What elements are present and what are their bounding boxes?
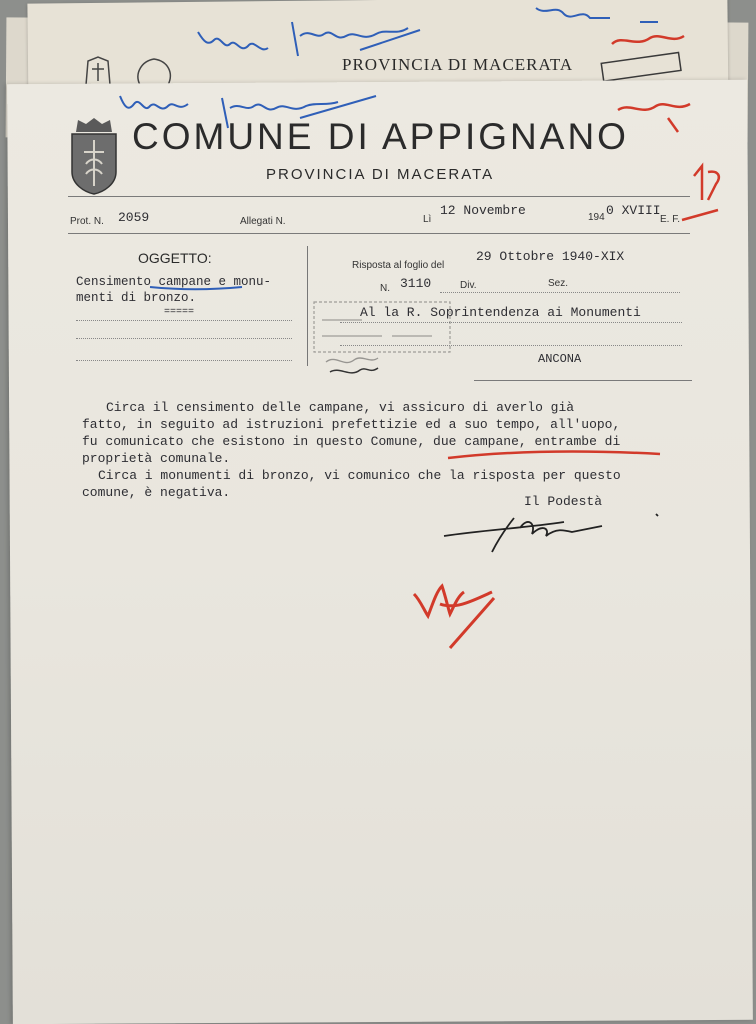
n-value: 3110 <box>400 276 432 291</box>
era-suffix: E. F. <box>660 214 681 225</box>
n-label: N. <box>380 283 390 294</box>
oggetto-line-1: Censimento campane e monu- <box>76 275 272 289</box>
div-label: Div. <box>460 280 477 291</box>
recipient-line: Al la R. Soprintendenza ai Monumenti <box>360 305 641 320</box>
date-value: 12 Novembre <box>440 203 526 218</box>
recipient-city: ANCONA <box>538 352 582 366</box>
body-line-3: fu comunicato che esistono in questo Comune, due campane, entrambe di <box>82 434 621 449</box>
signature-title: Il Podestà <box>524 494 603 509</box>
underneath-province-heading: PROVINCIA DI MACERATA <box>342 55 574 74</box>
letterhead-rule <box>68 196 690 197</box>
oggetto-label: OGGETTO: <box>138 250 212 266</box>
body-line-5: Circa i monumenti di bronzo, vi comunico che la risposta per questo <box>98 468 621 483</box>
oggetto-dotline <box>76 338 292 339</box>
letterhead-title: COMUNE DI APPIGNANO <box>132 116 629 157</box>
sez-label: Sez. <box>548 278 569 289</box>
allegati-label: Allegati N. <box>240 216 286 227</box>
oggetto-line-2: menti di bronzo. <box>76 291 197 305</box>
header-fields-rule <box>68 233 690 234</box>
coat-of-arms-icon <box>68 116 120 194</box>
body-line-6: comune, è negativa. <box>82 485 231 500</box>
date-prefix: Lì <box>423 214 432 225</box>
prot-value: 2059 <box>118 210 150 225</box>
letterhead-subtitle: PROVINCIA DI MACERATA <box>266 166 495 183</box>
body-line-1: Circa il censimento delle campane, vi assicuro di averlo già <box>106 400 575 415</box>
prot-label: Prot. N. <box>70 216 104 227</box>
oggetto-dotline <box>76 320 292 321</box>
reply-dotline <box>440 292 680 293</box>
faded-stamp-icon <box>312 300 462 382</box>
year-prefix: 194 <box>588 212 605 223</box>
risposta-value: 29 Ottobre 1940-XIX <box>476 249 625 264</box>
oggetto-dotline <box>76 360 292 361</box>
oggetto-line-3: ===== <box>164 307 195 318</box>
body-line-2: fatto, in seguito ad istruzioni prefettizie ed a suo tempo, all'uopo, <box>82 417 621 432</box>
column-divider <box>307 246 308 366</box>
body-line-4: proprietà comunale. <box>82 451 231 466</box>
address-rule <box>474 380 692 381</box>
risposta-label: Risposta al foglio del <box>352 260 445 271</box>
year-value: 0 XVIII <box>606 203 661 218</box>
